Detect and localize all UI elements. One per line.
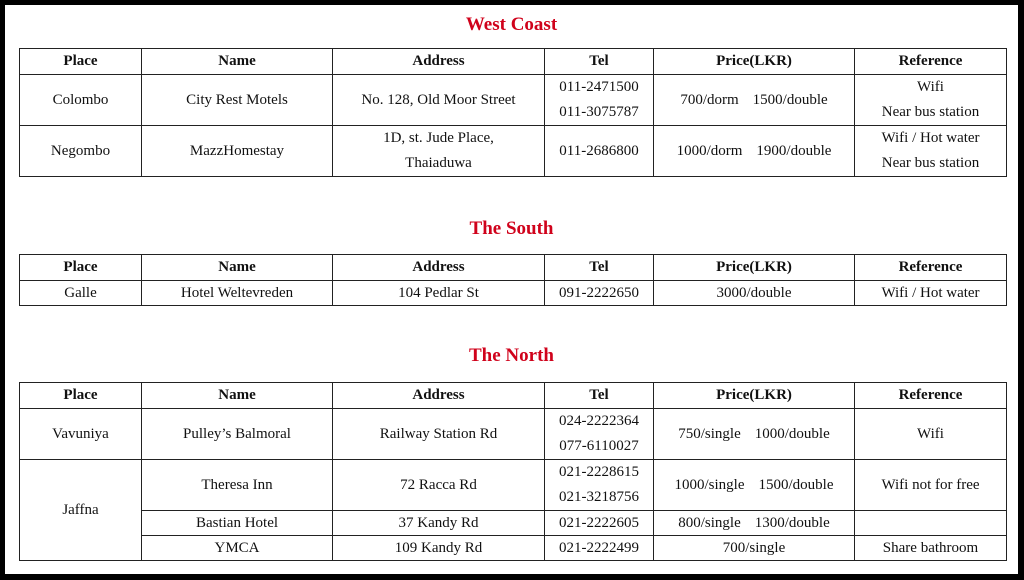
- reference-line: Near bus station: [881, 155, 980, 171]
- cell-place: Colombo: [20, 75, 142, 126]
- cell-name: Theresa Inn: [142, 460, 333, 511]
- cell-name: Pulley’s Balmoral: [142, 409, 333, 460]
- price-single: 800/single: [678, 514, 741, 531]
- cell-price: [654, 460, 855, 511]
- table-row: [20, 281, 1007, 306]
- table-row: [20, 511, 1007, 536]
- cell-address: 109 Kandy Rd: [333, 536, 545, 561]
- cell-address: [333, 75, 545, 126]
- cell-place: Galle: [20, 281, 142, 306]
- cell-price: [654, 75, 855, 126]
- address-line: No. 128, Old Moor Street: [361, 91, 516, 108]
- cell-place: Negombo: [20, 126, 142, 177]
- price-double: 1500/double: [758, 476, 834, 493]
- header-price: Price(LKR): [654, 255, 855, 281]
- price-double: 1300/double: [754, 514, 830, 531]
- cell-tel: [545, 409, 654, 460]
- reference-line: Near bus station: [881, 104, 980, 120]
- cell-place: Vavuniya: [20, 409, 142, 460]
- table-row: [20, 536, 1007, 561]
- header-reference: Reference: [855, 49, 1007, 75]
- section-title-the-north: The North: [469, 345, 554, 366]
- cell-reference: Share bathroom: [855, 536, 1007, 561]
- table-the-north: [19, 382, 1007, 561]
- table-header-row: [20, 383, 1007, 409]
- cell-price: [654, 511, 855, 536]
- price-double: 1000/double: [754, 425, 830, 442]
- price-double: 1500/double: [752, 91, 828, 108]
- table-header-row: [20, 255, 1007, 281]
- price-dorm: 1000/dorm: [676, 142, 743, 159]
- cell-tel: 021-2222499: [545, 536, 654, 561]
- section-title-the-south: The South: [469, 218, 554, 239]
- tel-line: 011-2686800: [559, 142, 639, 159]
- header-tel: Tel: [545, 49, 654, 75]
- cell-address: 72 Racca Rd: [333, 460, 545, 511]
- cell-price: 3000/double: [654, 281, 855, 306]
- price-double: 1900/double: [756, 142, 832, 159]
- cell-tel: [545, 75, 654, 126]
- price-dorm: 700/dorm: [680, 91, 739, 108]
- header-name: Name: [142, 255, 333, 281]
- header-name: Name: [142, 383, 333, 409]
- tel-line: 021-2228615: [559, 464, 639, 480]
- cell-tel: [545, 126, 654, 177]
- header-address: Address: [333, 49, 545, 75]
- header-reference: Reference: [855, 383, 1007, 409]
- reference-line: Wifi: [917, 79, 944, 95]
- cell-tel: 091-2222650: [545, 281, 654, 306]
- header-place: Place: [20, 383, 142, 409]
- cell-name: YMCA: [142, 536, 333, 561]
- document-page: [5, 5, 1018, 574]
- table-west-coast: [19, 48, 1007, 177]
- cell-reference: [855, 511, 1007, 536]
- cell-name: Hotel Weltevreden: [142, 281, 333, 306]
- tel-line: 077-6110027: [559, 438, 639, 454]
- header-tel: Tel: [545, 255, 654, 281]
- cell-address: [333, 126, 545, 177]
- header-reference: Reference: [855, 255, 1007, 281]
- header-place: Place: [20, 255, 142, 281]
- cell-price: [654, 126, 855, 177]
- table-row: [20, 75, 1007, 126]
- section-title-west-coast: West Coast: [465, 14, 558, 35]
- price-single: 1000/single: [674, 476, 745, 493]
- table-row: [20, 409, 1007, 460]
- table-the-south: [19, 254, 1007, 306]
- tel-line: 024-2222364: [559, 413, 639, 429]
- cell-price: 700/single: [654, 536, 855, 561]
- header-price: Price(LKR): [654, 383, 855, 409]
- cell-name: Bastian Hotel: [142, 511, 333, 536]
- address-line: 1D, st. Jude Place,: [383, 130, 494, 146]
- cell-address: Railway Station Rd: [333, 409, 545, 460]
- header-name: Name: [142, 49, 333, 75]
- cell-name: City Rest Motels: [142, 75, 333, 126]
- cell-address: 104 Pedlar St: [333, 281, 545, 306]
- header-address: Address: [333, 383, 545, 409]
- reference-line: Wifi / Hot water: [881, 130, 980, 146]
- cell-name: MazzHomestay: [142, 126, 333, 177]
- table-row: [20, 126, 1007, 177]
- cell-tel: [545, 460, 654, 511]
- price-single: 750/single: [678, 425, 741, 442]
- cell-reference: Wifi: [855, 409, 1007, 460]
- table-row: [20, 460, 1007, 511]
- tel-line: 011-2471500: [559, 79, 639, 95]
- header-address: Address: [333, 255, 545, 281]
- header-tel: Tel: [545, 383, 654, 409]
- tel-line: 011-3075787: [559, 104, 639, 120]
- cell-reference: Wifi not for free: [855, 460, 1007, 511]
- table-header-row: [20, 49, 1007, 75]
- cell-address: 37 Kandy Rd: [333, 511, 545, 536]
- cell-place-jaffna: Jaffna: [20, 460, 142, 561]
- address-line: Thaiaduwa: [405, 155, 472, 171]
- cell-reference: Wifi / Hot water: [855, 281, 1007, 306]
- cell-reference: [855, 126, 1007, 177]
- header-place: Place: [20, 49, 142, 75]
- tel-line: 021-3218756: [559, 489, 639, 505]
- header-price: Price(LKR): [654, 49, 855, 75]
- cell-price: [654, 409, 855, 460]
- cell-tel: 021-2222605: [545, 511, 654, 536]
- cell-reference: [855, 75, 1007, 126]
